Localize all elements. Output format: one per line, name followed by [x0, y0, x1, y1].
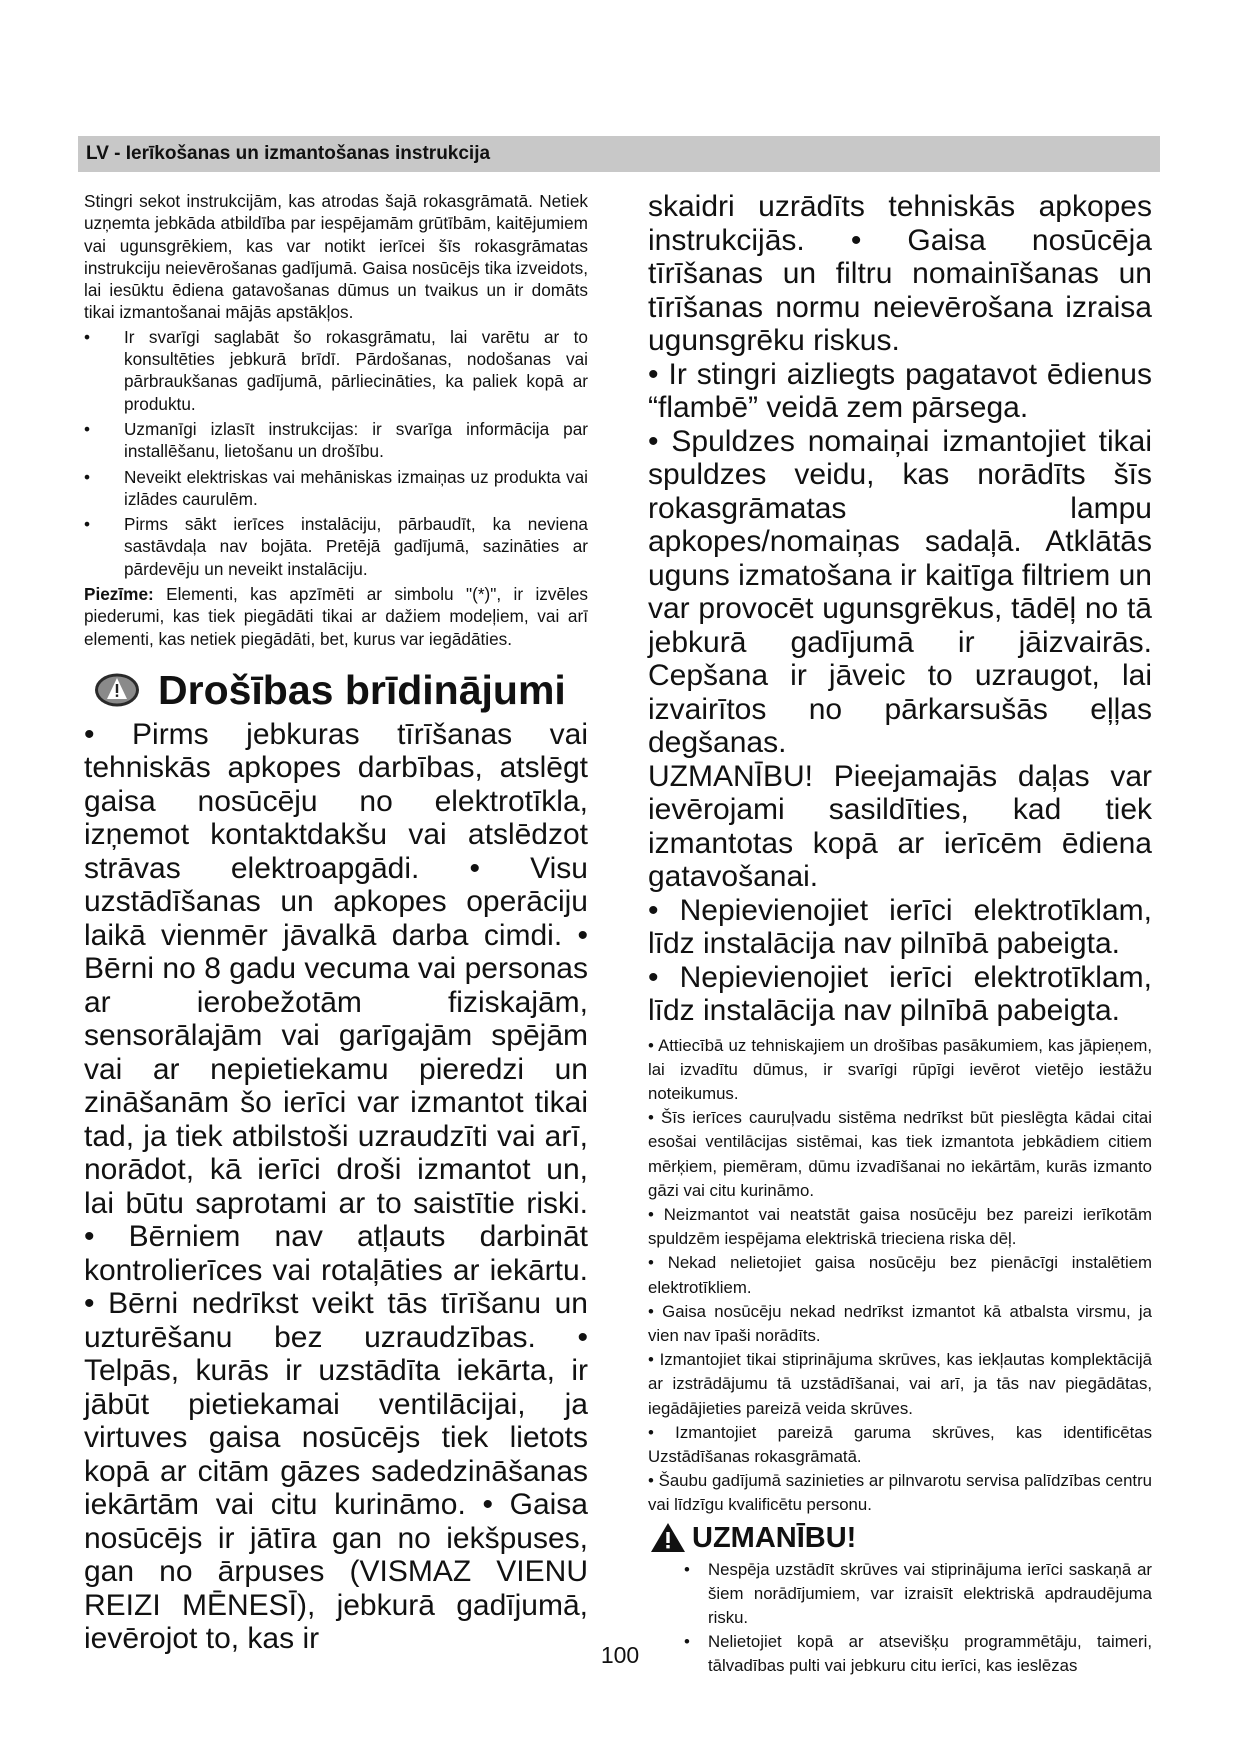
- safety-heading: [94, 666, 588, 714]
- right-paragraph: skaidri uzrādīts tehniskās apkopes instrukcijās. • Gaisa nosūcēja tīrīšanas un filtru nomainīšanas un tīrīšanas normu neievērošana izraisa ugunsgrēku riskus.: [648, 190, 1152, 357]
- warning-icon: [94, 672, 140, 708]
- right-paragraph: • Nepievienojiet ierīci elektrotīklam, līdz instalācija nav pilnībā pabeigta.: [648, 893, 1152, 960]
- right-column: [648, 190, 1152, 1679]
- small-paragraph: • Gaisa nosūcēju nekad nedrīkst izmantot kā atbalsta virsmu, ja vien nav īpaši norādīts.: [648, 1301, 1152, 1345]
- caution-heading: [650, 1520, 1152, 1556]
- page-number: 100: [600, 1642, 640, 1668]
- safety-heading-text: Drošības brīdinājumi: [158, 666, 566, 713]
- right-paragraph: • Ir stingri aizliegts pagatavot ēdienus “flambē” veidā zem pārsega.: [648, 357, 1152, 424]
- small-paragraph: • Neizmantot vai neatstāt gaisa nosūcēju bez pareizi ierīkotām spuldzēm iespējama elektriskā trieciena riska dēļ.: [648, 1204, 1152, 1249]
- small-paragraph: • Šīs ierīces cauruļvadu sistēma nedrīkst būt pieslēgta kādai citai esošai ventilācijas sistēmai, kas tiek izmantota jebkādiem citiem mērķiem, piemēram, dūmu izvadīšanai no iekārtām, kurās izmanto gāzi vai citu kurināmo.: [648, 1108, 1152, 1200]
- list-item: • Uzmanīgi izlasīt instrukcijas: ir svarīga informācija par installēšanu, lietošanu un drošību.: [84, 418, 588, 462]
- caution-bullet-list: [648, 1558, 1152, 1679]
- caution-heading-text: UZMANĪBU!: [692, 1521, 857, 1554]
- note-label: Piezīme:: [84, 584, 154, 605]
- list-item: • Pirms sākt ierīces instalāciju, pārbaudīt, ka neviena sastāvdaļa nav bojāta. Pretējā gadījumā, sazināties ar pārdevēju un neveikt instalāciju.: [84, 514, 588, 579]
- left-column: [84, 190, 588, 1656]
- intro-paragraph: Stingri sekot instrukcijām, kas atrodas šajā rokasgrāmatā. Netiek uzņemta jebkāda atbildība par iespējamām grūtībām, kaitējumiem vai ugunsgrēkiem, kas var notikt ierīcei šīs rokasgrāmatas instrukciju neievērošanas gadījumā. Gaisa nosūcējs tika izveidots, lai iesūktu ēdiena gatavošanas dūmus un tvaikus un ir domāts tikai izmantošanai mājās apstākļos.: [84, 191, 588, 323]
- intro-bullet-list: [84, 326, 588, 580]
- section-title-bar: [78, 136, 1160, 172]
- right-paragraph: • Nepievienojiet ierīci elektrotīklam, līdz instalācija nav pilnībā pabeigta.: [648, 960, 1152, 1027]
- small-paragraph: • Izmantojiet pareizā garuma skrūves, kas identificētas Uzstādīšanas rokasgrāmatā.: [648, 1422, 1152, 1466]
- small-paragraph: • Nekad nelietojiet gaisa nosūcēju bez pienācīgi instalētiem elektrotīkliem.: [648, 1253, 1152, 1297]
- note-text: Elementi, kas apzīmēti ar simbolu "(*)", ir izvēles piederumi, kas tiek piegādāti tikai ar dažiem modeļiem, vai arī elementi, kas netiek piegādāti, bet, kurus var iegādāties.: [84, 584, 588, 649]
- right-paragraph: • Spuldzes nomaiņai izmantojiet tikai spuldzes veidu, kas norādīts šīs rokasgrāmatas lampu apkopes/nomaiņas sadaļā. Atklātās uguns izmatošana ir kaitīga filtriem un var provocēt ugunsgrēkus, tādēļ no tā jebkurā gadījumā ir jāizvairās. Cepšana ir jāveic to uzraugot, lai izvairītos no pārkarsušās eļļas degšanas.: [648, 424, 1152, 759]
- small-paragraph: • Izmantojiet tikai stiprinājuma skrūves, kas iekļautas komplektācijā ar izstrādājumu tā uzstādīšanai, vai arī, ja tās nav piegādātas, iegādājieties pareizā veida skrūves.: [648, 1350, 1152, 1418]
- warning-triangle-icon: [650, 1522, 686, 1553]
- list-item: • Nespēja uzstādīt skrūves vai stiprinājuma ierīci saskaņā ar šiem norādījumiem, var izraisīt elektriskā apdraudējuma risku.: [684, 1559, 1152, 1627]
- small-paragraph: • Attiecībā uz tehniskajiem un drošības pasākumiem, kas jāpieņem, lai izvadītu dūmus, ir svarīgi rūpīgi ievērot vietējo iestāžu noteikumus.: [648, 1035, 1152, 1103]
- small-paragraph: • Šaubu gadījumā sazinieties ar pilnvarotu servisa palīdzības centru vai līdzīgu kvalificētu personu.: [648, 1471, 1152, 1515]
- section-title: LV - Ierīkošanas un izmantošanas instrukcija: [86, 143, 491, 164]
- list-item: • Ir svarīgi saglabāt šo rokasgrāmatu, lai varētu ar to konsultēties jebkurā brīdī. Pārdošanas, nodošanas vai pārbraukšanas gadījumā, pārliecināties, ka paliek kopā ar produktu.: [84, 326, 588, 414]
- note-paragraph: [84, 583, 588, 650]
- right-paragraph: UZMANĪBU! Pieejamajās daļas var ievērojami sasildīties, kad tiek izmantotas kopā ar ierīcēm ēdiena gatavošanai.: [648, 759, 1152, 893]
- safety-text: • Pirms jebkuras tīrīšanas vai tehniskās apkopes darbības, atslēgt gaisa nosūcēju no elektrotīkla, izņemot kontaktdakšu vai atslēdzot strāvas elektroapgādi. • Visu uzstādīšanas un apkopes operāciju laikā vienmēr jāvalkā darba cimdi. • Bērni no 8 gadu vecuma vai personas ar ierobežotām fiziskajām, sensorālajām vai garīgajām spējām vai ar nepietiekamu pieredzi un zināšanām šo ierīci var izmantot tikai tad, ja tiek atbilstoši uzraudzīti vai arī, norādot, kā ierīci droši izmantot un, lai būtu saprotami ar to saistītie riski. • Bērniem nav atļauts darbināt kontrolierīces vai rotaļāties ar iekārtu. • Bērni nedrīkst veikt tās tīrīšanu un uzturēšanu bez uzraudzības. • Telpās, kurās ir uzstādīta iekārta, ir jābūt pietiekamai ventilācijai, ja virtuves gaisa nosūcējs tiek lietots kopā ar citām gāzes sadedzināšanas iekārtām vai citu kurināmo. • Gaisa nosūcējs ir jātīra gan no iekšpuses, gan no ārpuses (VISMAZ VIENU REIZI MĒNESĪ), jebkurā gadījumā, ievērojot to, kas ir: [84, 717, 588, 1656]
- list-item: • Neveikt elektriskas vai mehāniskas izmaiņas uz produkta vai izlādes caurulēm.: [84, 466, 588, 509]
- list-item: • Nelietojiet kopā ar atsevišķu programmētāju, taimeri, tālvadības pulti vai jebkuru citu ierīci, kas ieslēzas: [684, 1632, 1152, 1676]
